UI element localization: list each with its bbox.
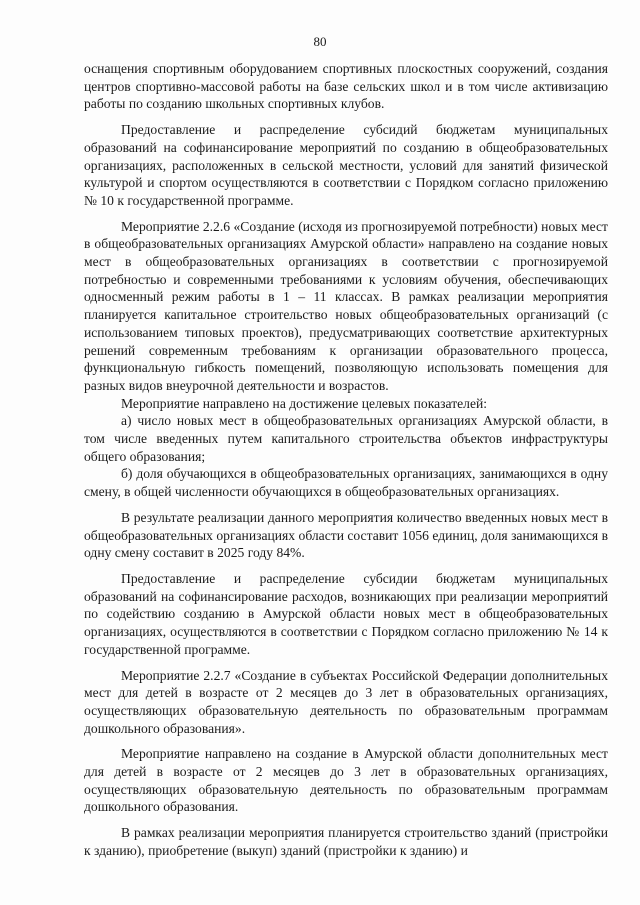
- paragraph-measure-2-2-6: Мероприятие 2.2.6 «Создание (исходя из прогнозируемой потребности) новых мест в общеобразовательных организациях Амурской области» направлено на создание новых мест в общеобразовательных организациях в соответствии с прогнозируемой потребностью и современными требованиями к условиям обучения, обеспечивающих односменный режим работы в 1 – 11 классах. В рамках реализации мероприятия планируется капитальное строительство новых общеобразовательных организаций (с использованием типовых проектов), предусматривающих соответствие архитектурных решений современным требованиям к организации образовательного процесса, функциональную гибкость помещений, позволяющую использовать помещения для разных видов внеурочной деятельности и возрастов.: [84, 218, 608, 393]
- paragraph-measure-2-2-7: Мероприятие 2.2.7 «Создание в субъектах Российской Федерации дополнительных мест для детей в возрасте от 2 месяцев до 3 лет в образовательных организациях, осуществляющих образовательную деятельность по образовательным программам дошкольного образования».: [84, 667, 608, 736]
- paragraph-continuation: оснащения спортивным оборудованием спортивных плоскостных сооружений, создания центров спортивно-массовой работы на базе сельских школ и в том числе активизацию работы по созданию школьных спортивных клубов.: [84, 61, 608, 112]
- paragraph-target-indicators: Мероприятие направлено на достижение целевых показателей:: [121, 395, 488, 411]
- paragraph-measure-purpose: Мероприятие направлено на создание в Амурской области дополнительных мест для детей в возрасте от 2 месяцев до 3 лет в образовательных организациях, осуществляющих образовательную деятельность по образовательным программам дошкольного образования.: [84, 746, 608, 815]
- page-number: 80: [313, 34, 327, 49]
- paragraph-subsidies-sport: Предоставление и распределение субсидий бюджетам муниципальных образований на софинансирование мероприятий по созданию в общеобразовательных организациях, расположенных в сельской местности, условий для занятий физической культурой и спортом осуществляются в соответствии с Порядком согласно приложению № 10 к государственной программе.: [84, 122, 608, 208]
- document-body: [84, 60, 608, 860]
- paragraph-subsidies-new-places: Предоставление и распределение субсидии бюджетам муниципальных образований на софинансирование расходов, возникающих при реализации мероприятий по содействию созданию в Амурской области новых мест в общеобразовательных организациях, осуществляются в соответствии с Порядком согласно приложению № 14 к государственной программе.: [84, 570, 608, 657]
- list-item-b: б) доля обучающихся в общеобразовательных организациях, занимающихся в одну смену, в общей численности обучающихся в общеобразовательных организациях.: [84, 466, 608, 500]
- list-item-a: а) число новых мест в общеобразовательных организациях Амурской области, в том числе введенных путем капитального строительства объектов инфраструктуры общего образования;: [84, 413, 608, 464]
- paragraph-result: В результате реализации данного мероприятия количество введенных новых мест в общеобразовательных организациях области составит 1056 единиц, доля занимающихся в одну смену составит в 2025 году 84%.: [84, 509, 608, 561]
- paragraph-construction: В рамках реализации мероприятия планируется строительство зданий (пристройки к зданию), приобретение (выкуп) зданий (пристройки к зданию) и: [84, 825, 608, 858]
